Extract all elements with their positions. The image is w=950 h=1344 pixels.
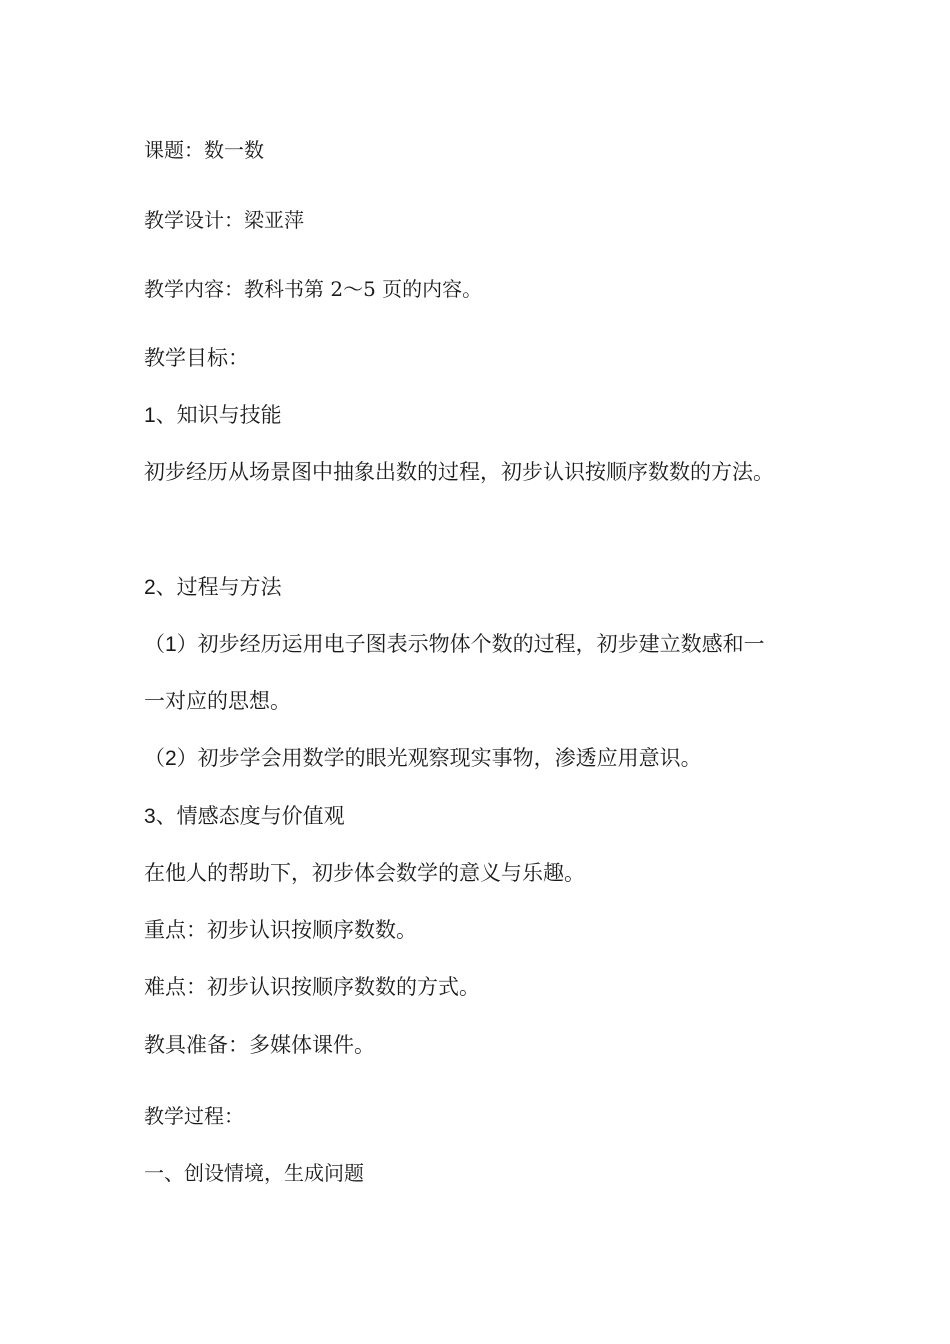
key-point: 重点：初步认识按顺序数数。 — [144, 919, 417, 942]
objective-3-heading: 3、情感态度与价值观 — [144, 805, 345, 828]
process-step-1: 一、创设情境，生成问题 — [144, 1161, 364, 1185]
objectives-heading: 教学目标： — [144, 347, 249, 370]
objective-1-heading: 1、知识与技能 — [144, 404, 282, 427]
objective-2-item-1-line-2: 一对应的思想。 — [144, 690, 291, 713]
objective-2-item-1-line-1: （1）初步经历运用电子图表示物体个数的过程，初步建立数感和一 — [144, 633, 765, 656]
lesson-designer: 教学设计：梁亚萍 — [144, 208, 304, 232]
process-heading: 教学过程： — [144, 1104, 244, 1128]
difficult-point: 难点：初步认识按顺序数数的方式。 — [144, 976, 480, 999]
lesson-content: 教学内容：教科书第 2～5 页的内容。 — [144, 277, 483, 301]
objective-2-heading: 2、过程与方法 — [144, 576, 282, 599]
lesson-title: 课题：数一数 — [144, 138, 264, 162]
objective-2-item-2: （2）初步学会用数学的眼光观察现实事物，渗透应用意识。 — [144, 747, 702, 770]
teaching-aids: 教具准备：多媒体课件。 — [144, 1034, 375, 1057]
objective-1-text: 初步经历从场景图中抽象出数的过程，初步认识按顺序数数的方法。 — [144, 461, 774, 484]
objective-3-text: 在他人的帮助下，初步体会数学的意义与乐趣。 — [144, 862, 585, 885]
